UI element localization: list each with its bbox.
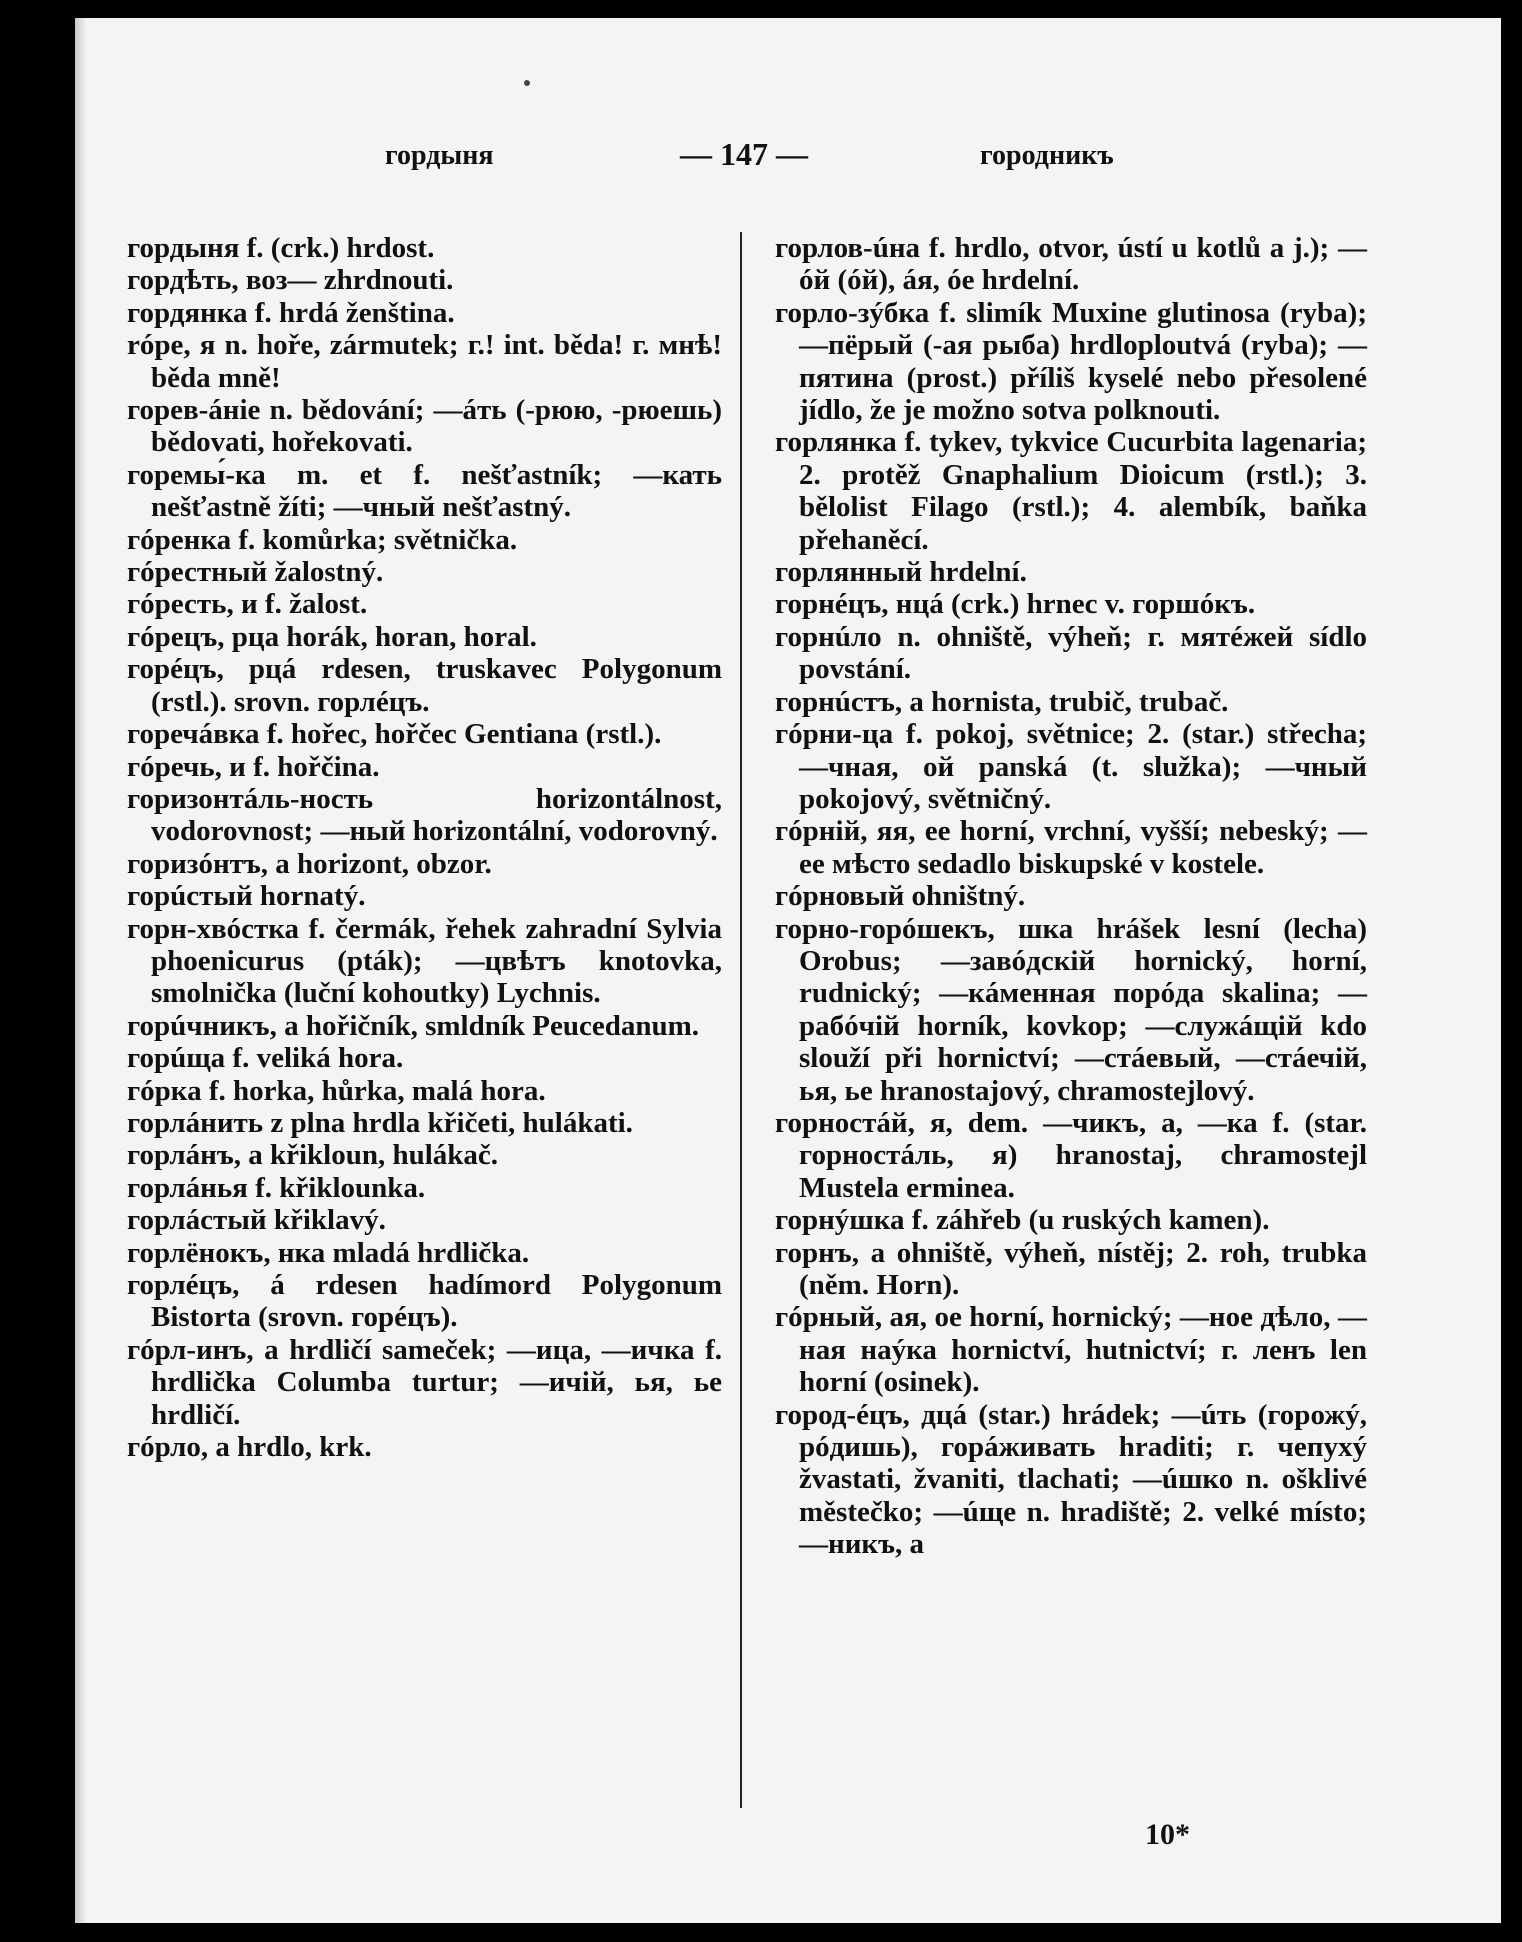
dictionary-entry: гóренка f. komůrka; světnička. — [127, 523, 518, 556]
dictionary-entry: гóрестный žalostný. — [127, 556, 384, 589]
dictionary-entry: гордянка f. hrdá ženština. — [127, 296, 455, 329]
header-right-guide-word: городникъ — [980, 140, 1114, 171]
dictionary-entry: горлáнъ, а křikloun, hulákač. — [127, 1139, 499, 1172]
dictionary-entry: rópe, я n. hoře, zármutek; г.! int. běda! г. мнѣ! běda mně! — [127, 329, 722, 394]
dictionary-entry: горлянный hrdelní. — [775, 556, 1027, 589]
dictionary-entry: горечáвка f. hořec, hořčec Gentiana (rstl.). — [127, 718, 662, 751]
page-header — [75, 136, 1501, 180]
dictionary-entry: горúща f. veliká hora. — [127, 1042, 404, 1075]
dictionary-entry: гордѣть, воз— zhrdnouti. — [127, 264, 454, 297]
dictionary-entry: гóрка f. horka, hůrka, malá hora. — [127, 1074, 546, 1107]
dictionary-entry: гóрл-инъ, а hrdličí sameček; —ица, —ичка f. hrdlička Columba turtur; —ичій, ья, ье hrdličí. — [127, 1333, 722, 1431]
column-divider — [740, 232, 742, 1808]
dictionary-entry: горнéцъ, нцá (crk.) hrnec v. горшóкъ. — [775, 588, 1256, 621]
dictionary-entry: горлáстый křiklavý. — [127, 1204, 386, 1237]
dictionary-entry: горлéцъ, á rdesen hadímord Polygonum Bistorta (srovn. горéцъ). — [127, 1269, 722, 1334]
right-column — [775, 232, 1367, 1561]
dictionary-entry: горемы́-ка m. et f. nešťastník; —кать nešťastně žíti; —чный nešťastný. — [127, 458, 722, 524]
dictionary-entry: город-éцъ, дцá (star.) hrádek; —úть (горожý, рóдишь), горáживать hraditi; г. чепухý žvastati, žvaniti, tlachati; —úшко n. ošklivé městečko; —úще n. hradiště; 2. velké místo; —никъ, а — [775, 1398, 1367, 1561]
page-fold-shadow — [75, 18, 87, 1923]
dictionary-entry: горлянка f. tykev, tykvice Cucurbita lagenaria; 2. protěž Gnaphalium Dioicum (rstl.); 3. bělolist Filago (rstl.); 4. alembík, baňka přehaněcí. — [775, 426, 1367, 556]
dictionary-entry: горн-хвóстка f. čermák, řehek zahradní Sylvia phoenicurus (pták); —цвѣтъ knotovka, smolnička (luční kohoutky) Lychnis. — [127, 912, 722, 1010]
dictionary-entry: гóрло, а hrdlo, krk. — [127, 1431, 372, 1464]
dictionary-entry: горéцъ, рцá rdesen, truskavec Polygonum (rstl.). srovn. горлéцъ. — [127, 653, 722, 718]
dictionary-entry: гордыня f. (crk.) hrdost. — [127, 232, 435, 264]
page-number: — 147 — — [680, 136, 808, 172]
dictionary-entry: горúчникъ, а hořičník, smldník Peucedanum. — [127, 1009, 700, 1042]
dictionary-entry: горнýшка f. záhřeb (u ruských kamen). — [775, 1204, 1270, 1237]
left-column — [127, 232, 722, 1463]
dictionary-entry: гóрновый ohništný. — [775, 880, 1026, 913]
dictionary-entry: горлёнокъ, нка mladá hrdlička. — [127, 1236, 530, 1269]
dictionary-entry: горнúло n. ohniště, výheň; г. мятéжей sídlo povstání. — [775, 620, 1367, 686]
dictionary-entry: горло-зýбка f. slimík Muxine glutinosa (ryba); —пёрый (-ая рыба) hrdloploutvá (ryba); —пятина (prost.) příliš kyselé nebo přesolené jídlo, že je možno sotva polknouti. — [775, 296, 1367, 427]
dictionary-entry: горлáнья f. křiklounka. — [127, 1171, 426, 1204]
dictionary-entry: горностáй, я, dem. —чикъ, а, —ка f. (star. горностáль, я) hranostaj, chramostejl Mustela erminea. — [775, 1106, 1367, 1204]
dictionary-entry: горлов-úна f. hrdlo, otvor, ústí u kotlů a j.); —óй (óй), áя, óe hrdelní. — [775, 232, 1367, 297]
signature-mark: 10* — [1145, 1818, 1190, 1851]
dictionary-entry: гóрній, яя, ее horní, vrchní, vyšší; nebeský; —ее мѣсто sedadlo biskupské v kostele. — [775, 815, 1367, 880]
dictionary-entry: гóресть, и f. žalost. — [127, 588, 368, 621]
dictionary-entry: горев-áнie n. bědování; —áть (-рюю, -рюешь) bědovati, hořekovati. — [127, 394, 722, 459]
dictionary-entry: гóрный, ая, ое horní, hornický; —ное дѣло, —ная наýка hornictví, hutnictví; г. ленъ len horní (osinek). — [775, 1301, 1367, 1399]
dictionary-entry: горно-горóшекъ, шка hrášek lesní (lecha) Orobus; —завóдскій hornický, horní, rudnický; —кáменная порóда skalina; —рабóчій horník, kovkop; —служáщій kdo slouží při hornictví; —стáевый, —стáечій, ья, ье hranostajový, chramostejlový. — [775, 912, 1367, 1107]
dictionary-entry: горлáнить z plna hrdla křičeti, hulákati. — [127, 1106, 633, 1139]
dictionary-entry: горизонтáль-ность horizontálnost, vodorovnost; —ный horizontální, vodorovný. — [127, 782, 722, 848]
dictionary-entry: гóрецъ, рца horák, horan, horal. — [127, 620, 537, 653]
paper-speck — [524, 80, 530, 86]
header-left-guide-word: гордыня — [385, 140, 494, 171]
dictionary-entry: горнъ, а ohniště, výheň, nístěj; 2. roh, trubka (něm. Horn). — [775, 1236, 1367, 1301]
dictionary-entry: горúстый hornatý. — [127, 880, 366, 913]
dictionary-entry: гóрни-ца f. pokoj, světnice; 2. (star.) střecha; —чная, ой panská (t. služka); —чный pokojový, světničný. — [775, 718, 1367, 815]
dictionary-page — [75, 18, 1501, 1923]
dictionary-entry: горнúстъ, а hornista, trubič, trubač. — [775, 685, 1229, 718]
dictionary-entry: горизóнтъ, а horizont, obzor. — [127, 847, 492, 880]
dictionary-entry: гóречь, и f. hořčina. — [127, 750, 380, 783]
